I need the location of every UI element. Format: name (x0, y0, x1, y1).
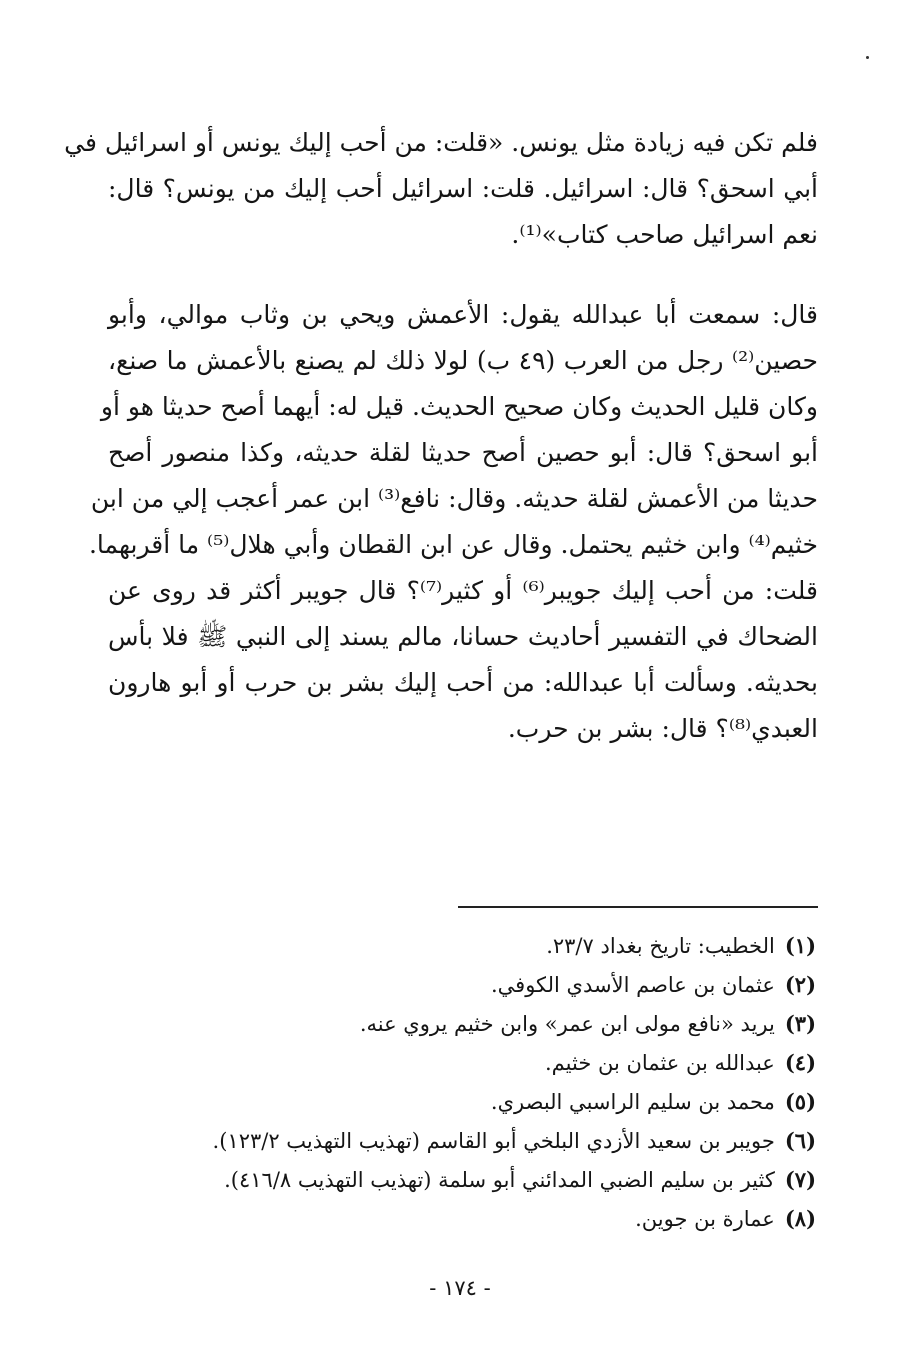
text-line: أبي اسحق؟ قال: اسرائيل. قلت: اسرائيل أحب إليك من يونس؟ قال: (108, 174, 818, 203)
footnote-item (96, 1160, 816, 1199)
text-line: بحديثه. وسألت أبا عبدالله: من أحب إليك بشر بن حرب أو أبو هارون (108, 668, 818, 697)
footnote-number: (٢) (784, 972, 816, 997)
page-number: - ١٧٤ - (429, 1276, 491, 1300)
footnote-text: يريد «نافع مولى ابن عمر» وابن خثيم يروي عنه. (359, 1012, 775, 1036)
footnote-text: كثير بن سليم الضبي المدائني أبو سلمة (تهذيب التهذيب ٤١٦/٨). (224, 1168, 775, 1192)
footnote-number: (٧) (784, 1167, 816, 1192)
footnote-item (96, 1043, 816, 1082)
text-line: فلم تكن فيه زيادة مثل يونس. «قلت: من أحب إليك يونس أو اسرائيل في (64, 128, 818, 157)
footnote-item (96, 965, 816, 1004)
text-line: أبو اسحق؟ قال: أبو حصين أصح حديثا لقلة حديثه، وكذا منصور أصح (108, 438, 818, 467)
footnote-number: (١) (784, 933, 816, 958)
footnote-item (96, 1004, 816, 1043)
footnote-text: عثمان بن عاصم الأسدي الكوفي. (490, 973, 775, 997)
footnote-text: محمد بن سليم الراسبي البصري. (490, 1090, 775, 1114)
footnote-number: (٣) (784, 1011, 816, 1036)
footnote-text: عبدالله بن عثمان بن خثيم. (545, 1051, 775, 1075)
footnote-number: (٤) (784, 1050, 816, 1075)
footnote-number: (٨) (784, 1206, 816, 1231)
footnote-divider (458, 906, 818, 908)
paragraph-1 (64, 120, 818, 258)
scan-speck (866, 56, 869, 59)
footnote-number: (٦) (784, 1128, 816, 1153)
text-line: الضحاك في التفسير أحاديث حسانا، مالم يسند إلى النبي ﷺ فلا بأس (108, 622, 818, 651)
footnote-text: جويبر بن سعيد الأزدي البلخي أبو القاسم (تهذيب التهذيب ١٢٣/٢). (212, 1129, 775, 1153)
text-line: حديثا من الأعمش لقلة حديثه. وقال: نافع⁽³⁾ ابن عمر أعجب إلي من ابن (90, 484, 818, 513)
text-line: وكان قليل الحديث وكان صحيح الحديث. قيل له: أيهما أصح حديثا هو أو (100, 392, 818, 421)
footnote-text: عمارة بن جوين. (635, 1207, 775, 1231)
text-line: العبدي⁽⁸⁾؟ قال: بشر بن حرب. (507, 714, 818, 743)
text-line: قال: سمعت أبا عبدالله يقول: الأعمش ويحي بن وثاب موالي، وأبو (108, 300, 818, 329)
footnote-item (96, 926, 816, 965)
footnote-item (96, 1121, 816, 1160)
footnote-text: الخطيب: تاريخ بغداد ٢٣/٧. (546, 934, 775, 958)
footnote-number: (٥) (784, 1089, 816, 1114)
text-line: نعم اسرائيل صاحب كتاب»⁽¹⁾. (511, 220, 818, 249)
text-line: قلت: من أحب إليك جويبر⁽⁶⁾ أو كثير⁽⁷⁾؟ قال جويبر أكثر قد روى عن (108, 576, 818, 605)
paragraph-2 (88, 292, 818, 752)
text-line: حصين⁽²⁾ رجل من العرب (٤٩ ب) لولا ذلك لم يصنع بالأعمش ما صنع، (108, 346, 818, 375)
footnote-item (96, 1199, 816, 1238)
footnotes-list (96, 926, 816, 1238)
footnote-item (96, 1082, 816, 1121)
text-line: خثيم⁽⁴⁾ وابن خثيم يحتمل. وقال عن ابن القطان وأبي هلال⁽⁵⁾ ما أقربهما. (88, 530, 818, 559)
